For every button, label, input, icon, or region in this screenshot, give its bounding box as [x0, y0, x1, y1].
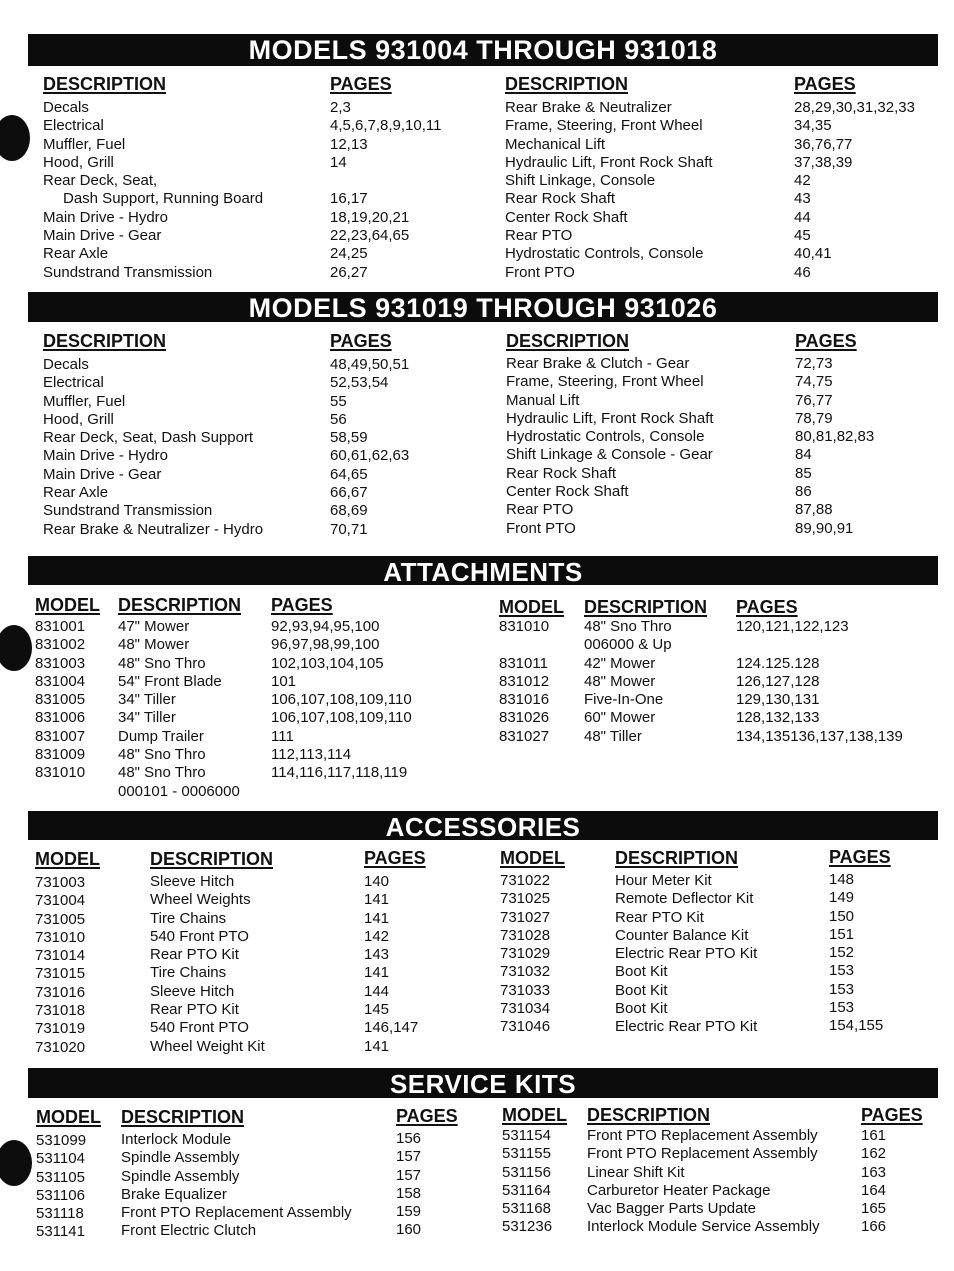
table-cell: 731005 — [35, 910, 86, 928]
binder-hole-middle — [0, 625, 32, 671]
models-b-left-pages — [330, 356, 409, 539]
table-cell: 70,71 — [330, 520, 368, 538]
table-cell: 80,81,82,83 — [795, 428, 875, 446]
table-cell — [35, 783, 85, 801]
table-cell: 731019 — [35, 1020, 86, 1038]
header-pages: PAGES — [271, 595, 333, 615]
table-cell: Spindle Assembly — [121, 1167, 240, 1185]
section-title-attachments: ATTACHMENTS — [28, 556, 938, 585]
section-title-service-kits: SERVICE KITS — [28, 1068, 938, 1098]
table-cell: Wheel Weights — [150, 891, 251, 909]
table-cell: 26,27 — [330, 263, 368, 281]
table-cell: 84 — [795, 446, 812, 464]
table-cell: Muffler, Fuel — [43, 392, 126, 410]
table-cell: 148 — [829, 871, 855, 888]
models-b-right-descriptions — [506, 355, 714, 538]
attachments-left-models — [35, 618, 85, 801]
table-cell: 831002 — [35, 636, 86, 654]
table-cell: Rear Brake & Clutch - Gear — [506, 355, 690, 372]
table-cell: Main Drive - Gear — [43, 227, 162, 245]
models-b-left-descriptions — [43, 356, 263, 539]
table-cell: 128,132,133 — [736, 709, 820, 727]
table-cell: 731018 — [35, 1002, 86, 1020]
table-cell: 92,93,94,95,100 — [271, 618, 380, 635]
table-cell: 831010 — [35, 764, 86, 782]
models-a-right-descriptions — [505, 99, 713, 282]
table-cell: Mechanical Lift — [505, 135, 606, 153]
table-cell: Sleeve Hitch — [150, 982, 235, 1000]
table-cell: 86 — [795, 483, 812, 501]
table-cell: Rear PTO Kit — [150, 1001, 239, 1019]
table-cell: 158 — [396, 1184, 422, 1202]
table-cell: 149 — [829, 889, 855, 907]
table-cell: 96,97,98,99,100 — [271, 636, 380, 654]
table-cell: 48,49,50,51 — [330, 356, 410, 373]
service-kits-left-descriptions — [121, 1131, 352, 1241]
table-cell: 731033 — [500, 981, 551, 999]
header-description: DESCRIPTION — [121, 1107, 245, 1127]
table-cell: 134,135136,137,138,139 — [736, 727, 903, 745]
table-cell: 141 — [364, 891, 390, 909]
accessories-left-models — [35, 874, 85, 1057]
table-cell: Brake Equalizer — [121, 1185, 227, 1203]
table-cell: Center Rock Shaft — [505, 208, 628, 226]
table-cell: 831011 — [499, 654, 548, 672]
table-cell: 34" Tiller — [118, 691, 176, 709]
table-cell: 831001 — [35, 618, 86, 635]
table-cell: 143 — [364, 946, 390, 964]
table-cell: 45 — [794, 227, 811, 245]
table-cell: Counter Balance Kit — [615, 926, 749, 944]
table-cell: 22,23,64,65 — [330, 227, 410, 245]
table-cell: 48" Sno Thro — [118, 764, 206, 782]
table-cell: Hood, Grill — [43, 410, 114, 428]
table-cell: 531118 — [36, 1205, 84, 1223]
table-cell: 60,61,62,63 — [330, 447, 410, 465]
header-pages: PAGES — [795, 331, 857, 351]
header-pages: PAGES — [364, 848, 426, 868]
table-cell: 47" Mower — [118, 618, 190, 635]
table-cell: 55 — [330, 392, 347, 410]
table-cell: Sundstrand Transmission — [43, 502, 213, 520]
table-cell: Remote Deflector Kit — [615, 890, 754, 908]
table-cell: Rear Rock Shaft — [506, 464, 617, 482]
table-cell: Five-In-One — [584, 691, 664, 709]
table-cell: 126,127,128 — [736, 672, 820, 690]
table-cell: 145 — [364, 1001, 390, 1019]
table-cell: 006000 & Up — [584, 636, 672, 654]
table-cell: Interlock Module — [121, 1131, 232, 1148]
table-cell: Frame, Steering, Front Wheel — [505, 117, 703, 135]
table-cell: Main Drive - Hydro — [43, 208, 169, 226]
binder-hole-top — [0, 115, 30, 161]
table-cell: 531156 — [502, 1163, 551, 1181]
section-title-models-931004-931018: MODELS 931004 THROUGH 931018 — [28, 34, 938, 66]
table-cell: Interlock Module Service Assembly — [587, 1218, 820, 1236]
table-cell: 731015 — [35, 965, 86, 983]
table-cell: 74,75 — [795, 373, 833, 391]
table-cell: 72,73 — [795, 355, 833, 372]
table-cell: 101 — [271, 672, 297, 690]
table-cell: 831027 — [499, 727, 550, 745]
table-cell: 154,155 — [829, 1017, 884, 1035]
table-cell: 76,77 — [795, 391, 833, 409]
table-cell: Hood, Grill — [43, 153, 114, 171]
table-cell: 37,38,39 — [794, 153, 853, 171]
header-description: DESCRIPTION — [587, 1105, 711, 1125]
models-a-left-descriptions — [43, 99, 263, 282]
binder-hole-bottom — [0, 1140, 32, 1186]
table-cell: 165 — [861, 1200, 887, 1218]
table-cell: 28,29,30,31,32,33 — [794, 99, 915, 116]
table-cell: Rear Deck, Seat, Dash Support — [43, 429, 254, 447]
table-cell: 157 — [396, 1148, 422, 1166]
section-title-accessories: ACCESSORIES — [28, 811, 938, 840]
table-cell: 48" Tiller — [584, 727, 642, 745]
table-cell: 102,103,104,105 — [271, 654, 384, 672]
table-cell: 58,59 — [330, 429, 368, 447]
table-cell: 78,79 — [795, 409, 833, 427]
table-cell: 731029 — [500, 945, 551, 963]
table-cell: 731016 — [35, 983, 86, 1001]
header-description: DESCRIPTION — [43, 74, 167, 94]
table-cell: 141 — [364, 964, 390, 982]
attachments-right-pages — [736, 618, 903, 746]
table-cell: 52,53,54 — [330, 374, 389, 392]
table-cell: Tire Chains — [150, 964, 227, 982]
accessories-right-models — [500, 872, 550, 1037]
table-cell: 166 — [861, 1218, 887, 1236]
table-cell: Rear PTO — [505, 227, 573, 245]
table-cell: 151 — [829, 925, 855, 943]
table-cell: 54" Front Blade — [118, 672, 222, 690]
table-cell: 112,113,114 — [271, 746, 352, 764]
table-cell: 160 — [396, 1221, 422, 1239]
table-cell: Rear Rock Shaft — [505, 190, 616, 208]
table-cell: 42" Mower — [584, 654, 656, 672]
table-cell: 36,76,77 — [794, 135, 853, 153]
table-cell: 531236 — [502, 1218, 553, 1236]
table-cell: 731028 — [500, 926, 551, 944]
table-cell: 48" Sno Thro — [118, 746, 206, 764]
table-cell: Boot Kit — [615, 1000, 668, 1018]
accessories-right-pages — [829, 871, 883, 1036]
table-cell: 89,90,91 — [795, 519, 854, 537]
table-cell: 831004 — [35, 672, 86, 690]
table-cell: Rear Axle — [43, 245, 109, 263]
table-cell: 150 — [829, 907, 855, 925]
table-cell: Electrical — [43, 374, 104, 392]
table-cell: Wheel Weight Kit — [150, 1037, 265, 1055]
models-a-right-pages — [794, 99, 915, 282]
table-cell: Boot Kit — [615, 981, 668, 999]
table-cell: Sundstrand Transmission — [43, 263, 213, 281]
table-cell: Center Rock Shaft — [506, 483, 629, 501]
table-cell: Rear PTO — [506, 501, 574, 519]
table-cell: Rear Brake & Neutralizer — [505, 99, 672, 116]
table-cell: 42 — [794, 172, 811, 190]
table-cell: Frame, Steering, Front Wheel — [506, 373, 704, 391]
accessories-left-pages — [364, 873, 418, 1056]
header-pages: PAGES — [861, 1105, 923, 1125]
table-cell: 161 — [861, 1127, 887, 1144]
attachments-right-models — [499, 618, 549, 746]
table-cell: 144 — [364, 982, 390, 1000]
table-cell: Front Electric Clutch — [121, 1222, 257, 1240]
table-cell: 731003 — [35, 874, 86, 891]
table-cell: 731014 — [35, 947, 86, 965]
table-cell: 114,116,117,118,119 — [271, 764, 408, 782]
table-cell: 159 — [396, 1203, 422, 1221]
table-cell: Shift Linkage & Console - Gear — [506, 446, 713, 464]
header-model: MODEL — [499, 597, 564, 617]
table-cell: 24,25 — [330, 245, 368, 263]
table-cell: Hydrostatic Controls, Console — [506, 428, 705, 446]
table-cell: 162 — [861, 1145, 887, 1163]
table-cell: 48" Sno Thro — [118, 654, 206, 672]
table-cell: 531099 — [36, 1132, 87, 1149]
table-cell: Front PTO — [505, 263, 575, 281]
table-cell: 18,19,20,21 — [330, 208, 410, 226]
table-cell: 156 — [396, 1130, 422, 1147]
table-cell: 66,67 — [330, 484, 368, 502]
table-cell: 85 — [795, 464, 812, 482]
table-cell: 731046 — [500, 1018, 551, 1036]
table-cell: Rear PTO Kit — [615, 908, 704, 926]
table-cell: 141 — [364, 909, 390, 927]
table-cell: Rear PTO Kit — [150, 946, 239, 964]
service-kits-right-descriptions — [587, 1127, 820, 1237]
table-cell: 64,65 — [330, 465, 368, 483]
header-pages: PAGES — [396, 1106, 458, 1126]
table-cell: 531104 — [36, 1150, 85, 1168]
table-cell: Front PTO Replacement Assembly — [587, 1145, 818, 1163]
table-cell: Carburetor Heater Package — [587, 1181, 771, 1199]
table-cell: 540 Front PTO — [150, 1019, 249, 1037]
header-model: MODEL — [35, 595, 100, 615]
table-cell: 16,17 — [330, 190, 368, 208]
table-cell: 731010 — [35, 928, 86, 946]
table-cell: 731022 — [500, 872, 551, 889]
models-a-left-pages — [330, 99, 441, 282]
table-cell: 106,107,108,109,110 — [271, 709, 412, 727]
header-model: MODEL — [500, 848, 565, 868]
header-model: MODEL — [36, 1107, 101, 1127]
table-cell: 43 — [794, 190, 811, 208]
table-cell: Linear Shift Kit — [587, 1163, 685, 1181]
table-cell: 831003 — [35, 654, 86, 672]
table-cell: 120,121,122,123 — [736, 618, 849, 635]
section-title-models-931019-931026: MODELS 931019 THROUGH 931026 — [28, 292, 938, 322]
attachments-right-descriptions — [584, 618, 672, 746]
header-description: DESCRIPTION — [118, 595, 242, 615]
table-cell: Main Drive - Hydro — [43, 447, 169, 465]
table-cell: 68,69 — [330, 502, 368, 520]
table-cell: 831007 — [35, 727, 86, 745]
table-cell: 531105 — [36, 1168, 85, 1186]
header-pages: PAGES — [330, 331, 392, 351]
table-cell: 731034 — [500, 1000, 551, 1018]
table-cell: 14 — [330, 153, 347, 171]
table-cell: 731027 — [500, 908, 551, 926]
table-cell: 140 — [364, 873, 390, 890]
table-cell: 142 — [364, 927, 390, 945]
table-cell: Rear Axle — [43, 484, 109, 502]
accessories-right-descriptions — [615, 872, 757, 1037]
accessories-left-descriptions — [150, 873, 265, 1056]
table-cell: Tire Chains — [150, 909, 227, 927]
table-cell: 164 — [861, 1181, 887, 1199]
table-cell: Dash Support, Running Board — [63, 190, 264, 208]
table-cell: 124.125.128 — [736, 654, 820, 672]
table-cell: 831012 — [499, 672, 550, 690]
table-cell: 60" Mower — [584, 709, 656, 727]
table-cell: Spindle Assembly — [121, 1149, 240, 1167]
table-cell: 146,147 — [364, 1019, 419, 1037]
table-cell: 540 Front PTO — [150, 927, 249, 945]
table-cell: 831026 — [499, 709, 550, 727]
table-cell: Muffler, Fuel — [43, 135, 126, 153]
table-cell: 2,3 — [330, 99, 351, 116]
header-pages: PAGES — [330, 74, 392, 94]
table-cell: 531154 — [502, 1127, 551, 1144]
header-description: DESCRIPTION — [43, 331, 167, 351]
table-cell: 153 — [829, 999, 855, 1017]
table-cell: Electric Rear PTO Kit — [615, 945, 758, 963]
header-description: DESCRIPTION — [615, 848, 739, 868]
table-cell: 44 — [794, 208, 811, 226]
table-cell: 531106 — [36, 1186, 85, 1204]
attachments-left-pages — [271, 618, 412, 801]
attachments-left-descriptions — [118, 618, 240, 801]
table-cell: 152 — [829, 944, 855, 962]
service-kits-left-models — [36, 1132, 86, 1242]
table-cell: 731032 — [500, 963, 551, 981]
header-model: MODEL — [35, 849, 100, 869]
table-cell: 831010 — [499, 618, 550, 635]
models-b-right-pages — [795, 355, 874, 538]
table-cell: 87,88 — [795, 501, 833, 519]
table-cell: Hour Meter Kit — [615, 872, 712, 889]
table-cell: Decals — [43, 99, 89, 116]
table-cell: 12,13 — [330, 135, 368, 153]
table-cell: 106,107,108,109,110 — [271, 691, 412, 709]
table-cell: Sleeve Hitch — [150, 873, 235, 890]
table-cell: 831016 — [499, 691, 550, 709]
table-cell: 56 — [330, 410, 347, 428]
table-cell: Main Drive - Gear — [43, 465, 162, 483]
table-cell: Boot Kit — [615, 963, 668, 981]
table-cell: Rear Brake & Neutralizer - Hydro — [43, 520, 264, 538]
table-cell: Electrical — [43, 117, 104, 135]
table-cell: 831006 — [35, 709, 86, 727]
header-pages: PAGES — [736, 597, 798, 617]
header-description: DESCRIPTION — [505, 74, 629, 94]
table-cell — [330, 172, 441, 190]
table-cell: Dump Trailer — [118, 727, 204, 745]
service-kits-right-models — [502, 1127, 552, 1237]
table-cell — [271, 783, 412, 801]
table-cell: 111 — [271, 727, 294, 745]
table-cell: 163 — [861, 1163, 887, 1181]
table-cell: Hydrostatic Controls, Console — [505, 245, 704, 263]
header-pages: PAGES — [794, 74, 856, 94]
table-cell: 46 — [794, 263, 811, 281]
table-cell: Hydraulic Lift, Front Rock Shaft — [505, 153, 713, 171]
table-cell: 34,35 — [794, 117, 832, 135]
table-cell: 531141 — [36, 1223, 85, 1241]
table-cell: 141 — [364, 1037, 390, 1055]
table-cell — [499, 636, 549, 654]
table-cell: 831005 — [35, 691, 86, 709]
table-cell: 531168 — [502, 1200, 551, 1218]
table-cell: Rear Deck, Seat, — [43, 172, 158, 190]
table-cell: Vac Bagger Parts Update — [587, 1200, 756, 1218]
header-pages: PAGES — [829, 847, 891, 867]
table-cell: 48" Mower — [584, 672, 656, 690]
table-cell: 48" Mower — [118, 636, 190, 654]
table-cell: Front PTO — [506, 519, 576, 537]
table-cell: 731004 — [35, 892, 86, 910]
table-cell: 153 — [829, 962, 855, 980]
table-cell: 531155 — [502, 1145, 551, 1163]
table-cell: Electric Rear PTO Kit — [615, 1018, 758, 1036]
table-cell: Hydraulic Lift, Front Rock Shaft — [506, 409, 714, 427]
header-description: DESCRIPTION — [506, 331, 630, 351]
service-kits-right-pages — [861, 1127, 886, 1237]
table-cell: Decals — [43, 356, 89, 373]
service-kits-left-pages — [396, 1130, 421, 1240]
header-description: DESCRIPTION — [584, 597, 708, 617]
table-cell — [736, 636, 903, 654]
table-cell: 40,41 — [794, 245, 832, 263]
table-cell: Manual Lift — [506, 391, 580, 409]
table-cell: 34" Tiller — [118, 709, 176, 727]
table-cell: Shift Linkage, Console — [505, 172, 656, 190]
table-cell: 000101 - 0006000 — [118, 782, 240, 800]
table-cell: 129,130,131 — [736, 691, 820, 709]
header-model: MODEL — [502, 1105, 567, 1125]
table-cell: 731020 — [35, 1038, 86, 1056]
table-cell: 731025 — [500, 890, 551, 908]
table-cell: Front PTO Replacement Assembly — [121, 1204, 352, 1222]
table-cell: 4,5,6,7,8,9,10,11 — [330, 117, 442, 135]
header-description: DESCRIPTION — [150, 849, 274, 869]
table-cell: 157 — [396, 1166, 422, 1184]
table-cell: Front PTO Replacement Assembly — [587, 1127, 818, 1144]
table-cell: 48" Sno Thro — [584, 618, 672, 635]
table-cell: 831009 — [35, 746, 86, 764]
table-cell: 153 — [829, 980, 855, 998]
table-cell: 531164 — [502, 1181, 551, 1199]
